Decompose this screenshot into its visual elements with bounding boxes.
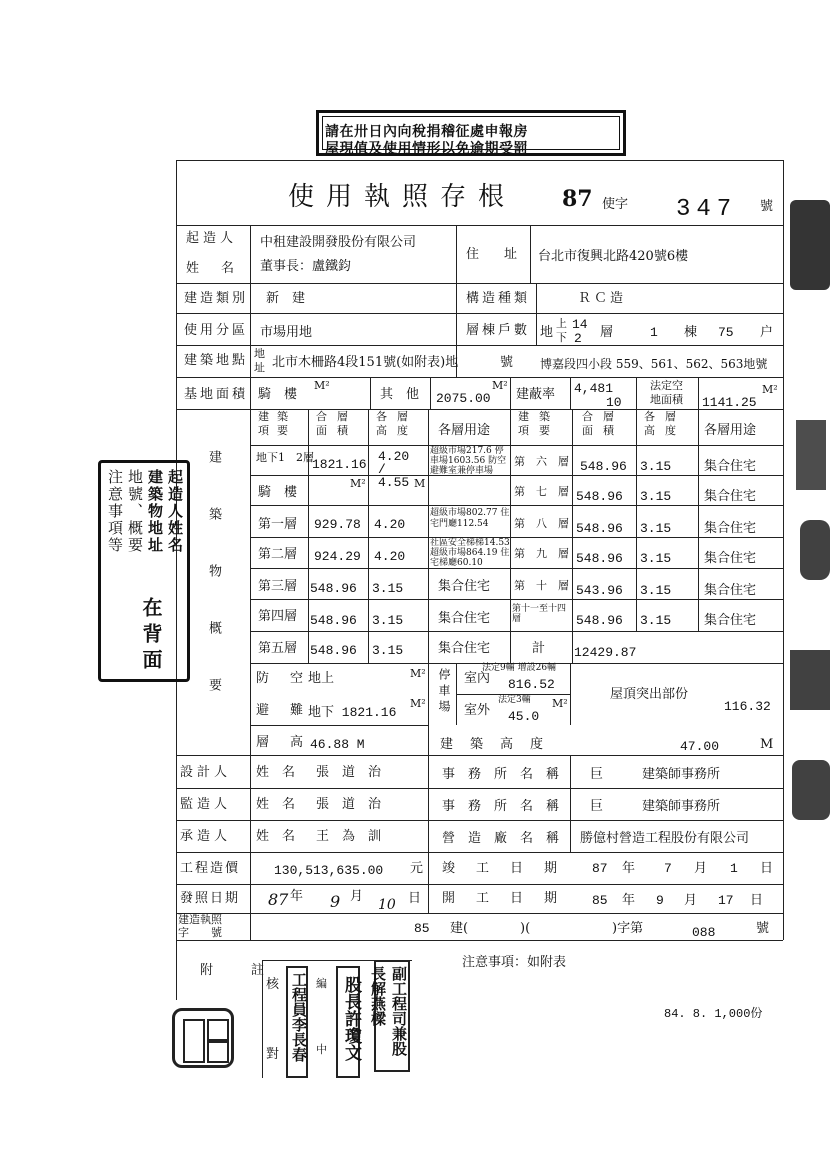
row-area: 548.96: [310, 613, 357, 628]
floors-hu: 户: [760, 325, 774, 340]
form-footer: 84. 8. 1,000份: [664, 1007, 763, 1021]
parking-out-area: 45.0: [508, 709, 540, 724]
designer-office: 巨 建築師事務所: [590, 767, 721, 782]
title-year: 87: [562, 186, 593, 212]
row-use: 集合住宅: [704, 521, 757, 536]
row-area: 543.96: [576, 583, 623, 598]
row-name: 第 十 層: [514, 579, 569, 592]
start-yue: 月: [684, 893, 698, 908]
row-area: 548.96: [310, 643, 357, 658]
stamp-col-4: 注意事項等: [106, 469, 124, 554]
section-chief-seal: [336, 966, 360, 1078]
shelter-label-a: 防 空: [256, 671, 308, 686]
row-area: 924.29: [314, 549, 361, 564]
start-day: 17: [718, 893, 734, 908]
permit-number-088: 088: [692, 925, 716, 940]
area-qilou-label: 騎 樓: [258, 387, 298, 402]
row-area: 1821.16: [312, 457, 367, 472]
permit-label-1: 建造執照: [178, 913, 222, 926]
roof-label: 屋頂突出部份: [610, 687, 689, 702]
structure-label: 構造種類: [466, 291, 531, 306]
completion-month: 7: [664, 861, 672, 876]
row-height: 3.15: [640, 583, 672, 598]
floors-ceng: 層: [600, 325, 614, 340]
parking-out-label: 室外: [464, 703, 491, 718]
shelter-above: 地上: [308, 671, 335, 686]
zhong-label: 中: [316, 1043, 327, 1056]
row-height: 3.15: [372, 581, 404, 596]
hdr-use-left: 各層用途: [438, 423, 491, 438]
parking-in-label: 室內: [464, 671, 491, 686]
floors-up: 上: [556, 317, 567, 330]
row-name: 第四層: [258, 609, 298, 624]
parking-out-unit: M²: [552, 697, 568, 710]
completion-nian: 年: [622, 861, 636, 876]
parking-in-note: 法定9輛 增設26輛: [482, 663, 557, 673]
row-use: 集合住宅: [704, 613, 757, 628]
site-di: 地: [254, 347, 265, 360]
shelter-label-b: 避 難: [256, 703, 308, 718]
build-type-label: 建造類別: [184, 291, 249, 306]
row-height: 3.15: [372, 613, 404, 628]
area-qilou-unit: M²: [314, 379, 330, 392]
permit-number: 347: [676, 196, 738, 223]
shelter-above-unit: M²: [410, 667, 426, 680]
row-name: 第 九 層: [514, 547, 569, 560]
area-other-unit: M²: [492, 379, 508, 392]
cost-value: 130,513,635.00: [274, 863, 384, 878]
completion-yue: 月: [694, 861, 708, 876]
address-label: 住 址: [466, 247, 524, 262]
row-height: 3.15: [372, 643, 404, 658]
row-area: 548.96: [576, 551, 623, 566]
stamp-col-1: 起造人姓名: [166, 469, 184, 554]
parking-label: 停車場: [437, 668, 451, 716]
applicant-rep: 董事長：盧鐵鈞: [260, 259, 352, 274]
structure-value: ＲＣ造: [578, 291, 627, 306]
hdr-use-right: 各層用途: [704, 423, 757, 438]
contractor-name: 王 為 訓: [316, 829, 382, 844]
row-use: 集合住宅: [438, 579, 491, 594]
supervisor-office-label: 事 務 所 名 稱: [442, 799, 560, 814]
shelter-area-unit: M²: [762, 383, 778, 396]
floor-height-label: 層 高: [256, 735, 308, 750]
shelter-label-2: 地面積: [650, 393, 683, 406]
row-height: 3.15: [640, 459, 672, 474]
hdr-height-right: 各層高度: [644, 410, 686, 437]
completion-year: 87: [592, 861, 608, 876]
start-ri: 日: [750, 893, 764, 908]
row-area: 548.96: [576, 489, 623, 504]
start-month: 9: [656, 893, 664, 908]
row-name: 第十一至十四層: [512, 604, 567, 624]
contractor-firm: 勝億村營造工程股份有限公司: [580, 831, 750, 846]
permit-zi: )字第: [612, 921, 644, 936]
applicant-name: 中租建設開發股份有限公司: [260, 235, 417, 250]
row-name: 第 八 層: [514, 517, 569, 530]
building-height-unit: M: [760, 737, 774, 752]
row-height: 4.20: [374, 549, 406, 564]
chief-engineer-seal: [369, 960, 410, 1072]
stamp-col-2: 建築物地址: [146, 469, 164, 554]
title-suffix: 使字: [602, 197, 629, 212]
title-hao: 號: [760, 199, 774, 214]
completion-day: 1: [730, 861, 738, 876]
building-height-label: 建 築 高 度: [440, 737, 546, 752]
supervisor-label: 監造人: [180, 797, 232, 812]
cost-label: 工程造價: [180, 861, 241, 876]
tax-notice-stamp: [316, 110, 626, 156]
coverage-label: 建蔽率: [516, 387, 556, 402]
row-area-unit: M²: [350, 477, 366, 490]
floors-dong: 棟: [684, 325, 698, 340]
check-label: 核: [266, 977, 280, 992]
floor-height-value: 46.88 M: [310, 737, 365, 752]
engineer-seal-text: 工程員李長春: [290, 972, 308, 1062]
applicant-label-2: 姓名: [186, 261, 257, 276]
notice-line-2: 屋現值及使用情形以免逾期受罰: [325, 141, 528, 157]
hdr-area-left: 合層面積: [316, 410, 358, 437]
row-use: 集合住宅: [438, 641, 491, 656]
site-hao: 號: [500, 355, 514, 370]
site-lot: 博嘉段四小段 559、561、562、563地號: [540, 357, 768, 371]
parking-in-area: 816.52: [508, 677, 555, 692]
floors-down-n: 2: [574, 331, 582, 346]
row-height: 4.20: [374, 517, 406, 532]
coverage-value: 4,481: [574, 381, 614, 396]
building-side-label: 建築物概要: [206, 450, 221, 735]
stamp-back: 在背面: [139, 597, 163, 675]
applicant-label-1: 起造人: [186, 231, 238, 246]
total-area: 12429.87: [574, 645, 637, 660]
issue-date-label: 發照日期: [180, 891, 241, 906]
site-zhi: 址: [254, 361, 265, 374]
supervisor-name: 張 道 治: [316, 797, 382, 812]
designer-name: 張 道 治: [316, 765, 382, 780]
page-title: 使用執照存根: [288, 182, 517, 212]
area-label: 基地面積: [184, 387, 249, 402]
row-use: 集合住宅: [704, 459, 757, 474]
row-name: 第 七 層: [514, 485, 569, 498]
coverage-den: 10: [606, 395, 622, 410]
completion-ri: 日: [760, 861, 774, 876]
start-year: 85: [592, 893, 608, 908]
row-height: 3.15: [640, 613, 672, 628]
permit-jian: 建(: [450, 921, 469, 936]
shelter-area-value: 1141.25: [702, 395, 757, 410]
row-area: 548.96: [580, 459, 627, 474]
zone-value: 市場用地: [260, 325, 313, 340]
permit-hao: 號: [756, 921, 770, 936]
chief-engineer-seal-text: 副工程司兼股長解燕樑: [369, 966, 408, 1056]
row-name: 第五層: [258, 641, 298, 656]
row-use: 集合住宅: [438, 611, 491, 626]
row-name: 第一層: [258, 517, 298, 532]
row-area: 548.96: [576, 613, 623, 628]
row-use: 集合住宅: [704, 551, 757, 566]
row-height: 3.15: [640, 521, 672, 536]
zone-label: 使用分區: [184, 323, 249, 338]
designer-label: 設計人: [180, 765, 232, 780]
row-height: 3.15: [640, 489, 672, 504]
designer-name-label: 姓 名: [256, 765, 296, 780]
floors-down: 下: [556, 331, 567, 344]
site-address: 北市木柵路4段151號(如附表)地: [272, 355, 459, 370]
contractor-label: 承造人: [180, 829, 232, 844]
row-area: 548.96: [310, 581, 357, 596]
issue-month: 9: [330, 892, 341, 911]
permit-mid: )(: [520, 921, 531, 936]
engineer-seal: [286, 966, 308, 1078]
cost-unit: 元: [410, 861, 424, 876]
bian-label: 編: [316, 977, 327, 990]
row-use: 超級市場802.77 住宅門廳112.54: [430, 508, 510, 529]
floors-label: 層棟戶數: [466, 323, 531, 338]
issue-nian: 年: [290, 889, 304, 904]
shelter-label-1: 法定空: [650, 379, 683, 392]
contractor-firm-label: 營 造 廠 名 稱: [442, 831, 560, 846]
section-chief-seal-text: 股長許瓊文: [341, 976, 361, 1061]
remark-label: 附 註: [200, 963, 269, 978]
permit-85: 85: [414, 921, 430, 936]
start-date-label: 開 工 日 期: [442, 891, 562, 906]
issue-day: 10: [378, 897, 396, 913]
row-name: 第三層: [258, 579, 298, 594]
start-nian: 年: [622, 893, 636, 908]
roof-area: 116.32: [724, 699, 771, 714]
row-area: 548.96: [576, 521, 623, 536]
supervisor-office: 巨 建築師事務所: [590, 799, 721, 814]
designer-office-label: 事 務 所 名 稱: [442, 767, 560, 782]
row-use: 社區安全梯梯14.53 超級市場864.19 住宅梯廳60.10: [430, 538, 510, 568]
notice-line-1: 請在卅日內向稅捐稽征處申報房: [325, 124, 528, 140]
area-other-value: 2075.00: [436, 391, 491, 406]
row-name: 第二層: [258, 547, 298, 562]
row-name: 騎 樓: [258, 485, 298, 500]
building-height-value: 47.00: [680, 739, 720, 754]
stamp-col-3: 地號、概要: [126, 469, 144, 554]
row-area: 929.78: [314, 517, 361, 532]
dui-label: 對: [266, 1047, 280, 1062]
hdr-area-right: 合層面積: [582, 410, 624, 437]
hdr-item-right: 建築項要: [518, 410, 560, 437]
row-name: 地下1 2層: [256, 451, 314, 464]
floors-hu-n: 75: [718, 325, 734, 340]
row-use: 超級市場217.6 停車場1603.56 防空避難室兼停車場: [430, 446, 507, 476]
issue-ri: 日: [408, 891, 422, 906]
floors-prefix: 地: [540, 325, 554, 340]
total-label: 計: [532, 641, 546, 656]
shelter-below: 地下 1821.16: [308, 705, 397, 720]
build-type-value: 新 建: [266, 291, 306, 306]
floors-dong-n: 1: [650, 325, 658, 340]
floors-up-n: 14: [572, 317, 588, 332]
row-height: 3.15: [640, 551, 672, 566]
row-name: 第 六 層: [514, 455, 569, 468]
address-value: 台北市復興北路420號6樓: [538, 249, 689, 264]
area-other-label: 其 他: [380, 387, 420, 402]
permit-label-2: 字 號: [178, 926, 222, 939]
contractor-name-label: 姓 名: [256, 829, 296, 844]
supervisor-name-label: 姓 名: [256, 797, 296, 812]
hdr-item-left: 建築項要: [258, 410, 296, 437]
row-height: 4.20 / 4.55: [378, 449, 410, 490]
row-use: 集合住宅: [704, 583, 757, 598]
shelter-below-unit: M²: [410, 697, 426, 710]
parking-out-note: 法定3輛: [498, 695, 531, 705]
issue-yue: 月: [350, 889, 364, 904]
row-height-unit: M: [414, 477, 426, 490]
hdr-height-left: 各層高度: [376, 410, 418, 437]
office-seal-icon: [172, 1008, 234, 1068]
issue-year: 87: [268, 890, 289, 909]
notice-stamp-box: [98, 460, 190, 682]
row-use: 集合住宅: [704, 489, 757, 504]
site-label: 建築地點: [184, 353, 249, 368]
completion-label: 竣 工 日 期: [442, 861, 562, 876]
remark-note: 注意事項：如附表: [462, 955, 567, 970]
